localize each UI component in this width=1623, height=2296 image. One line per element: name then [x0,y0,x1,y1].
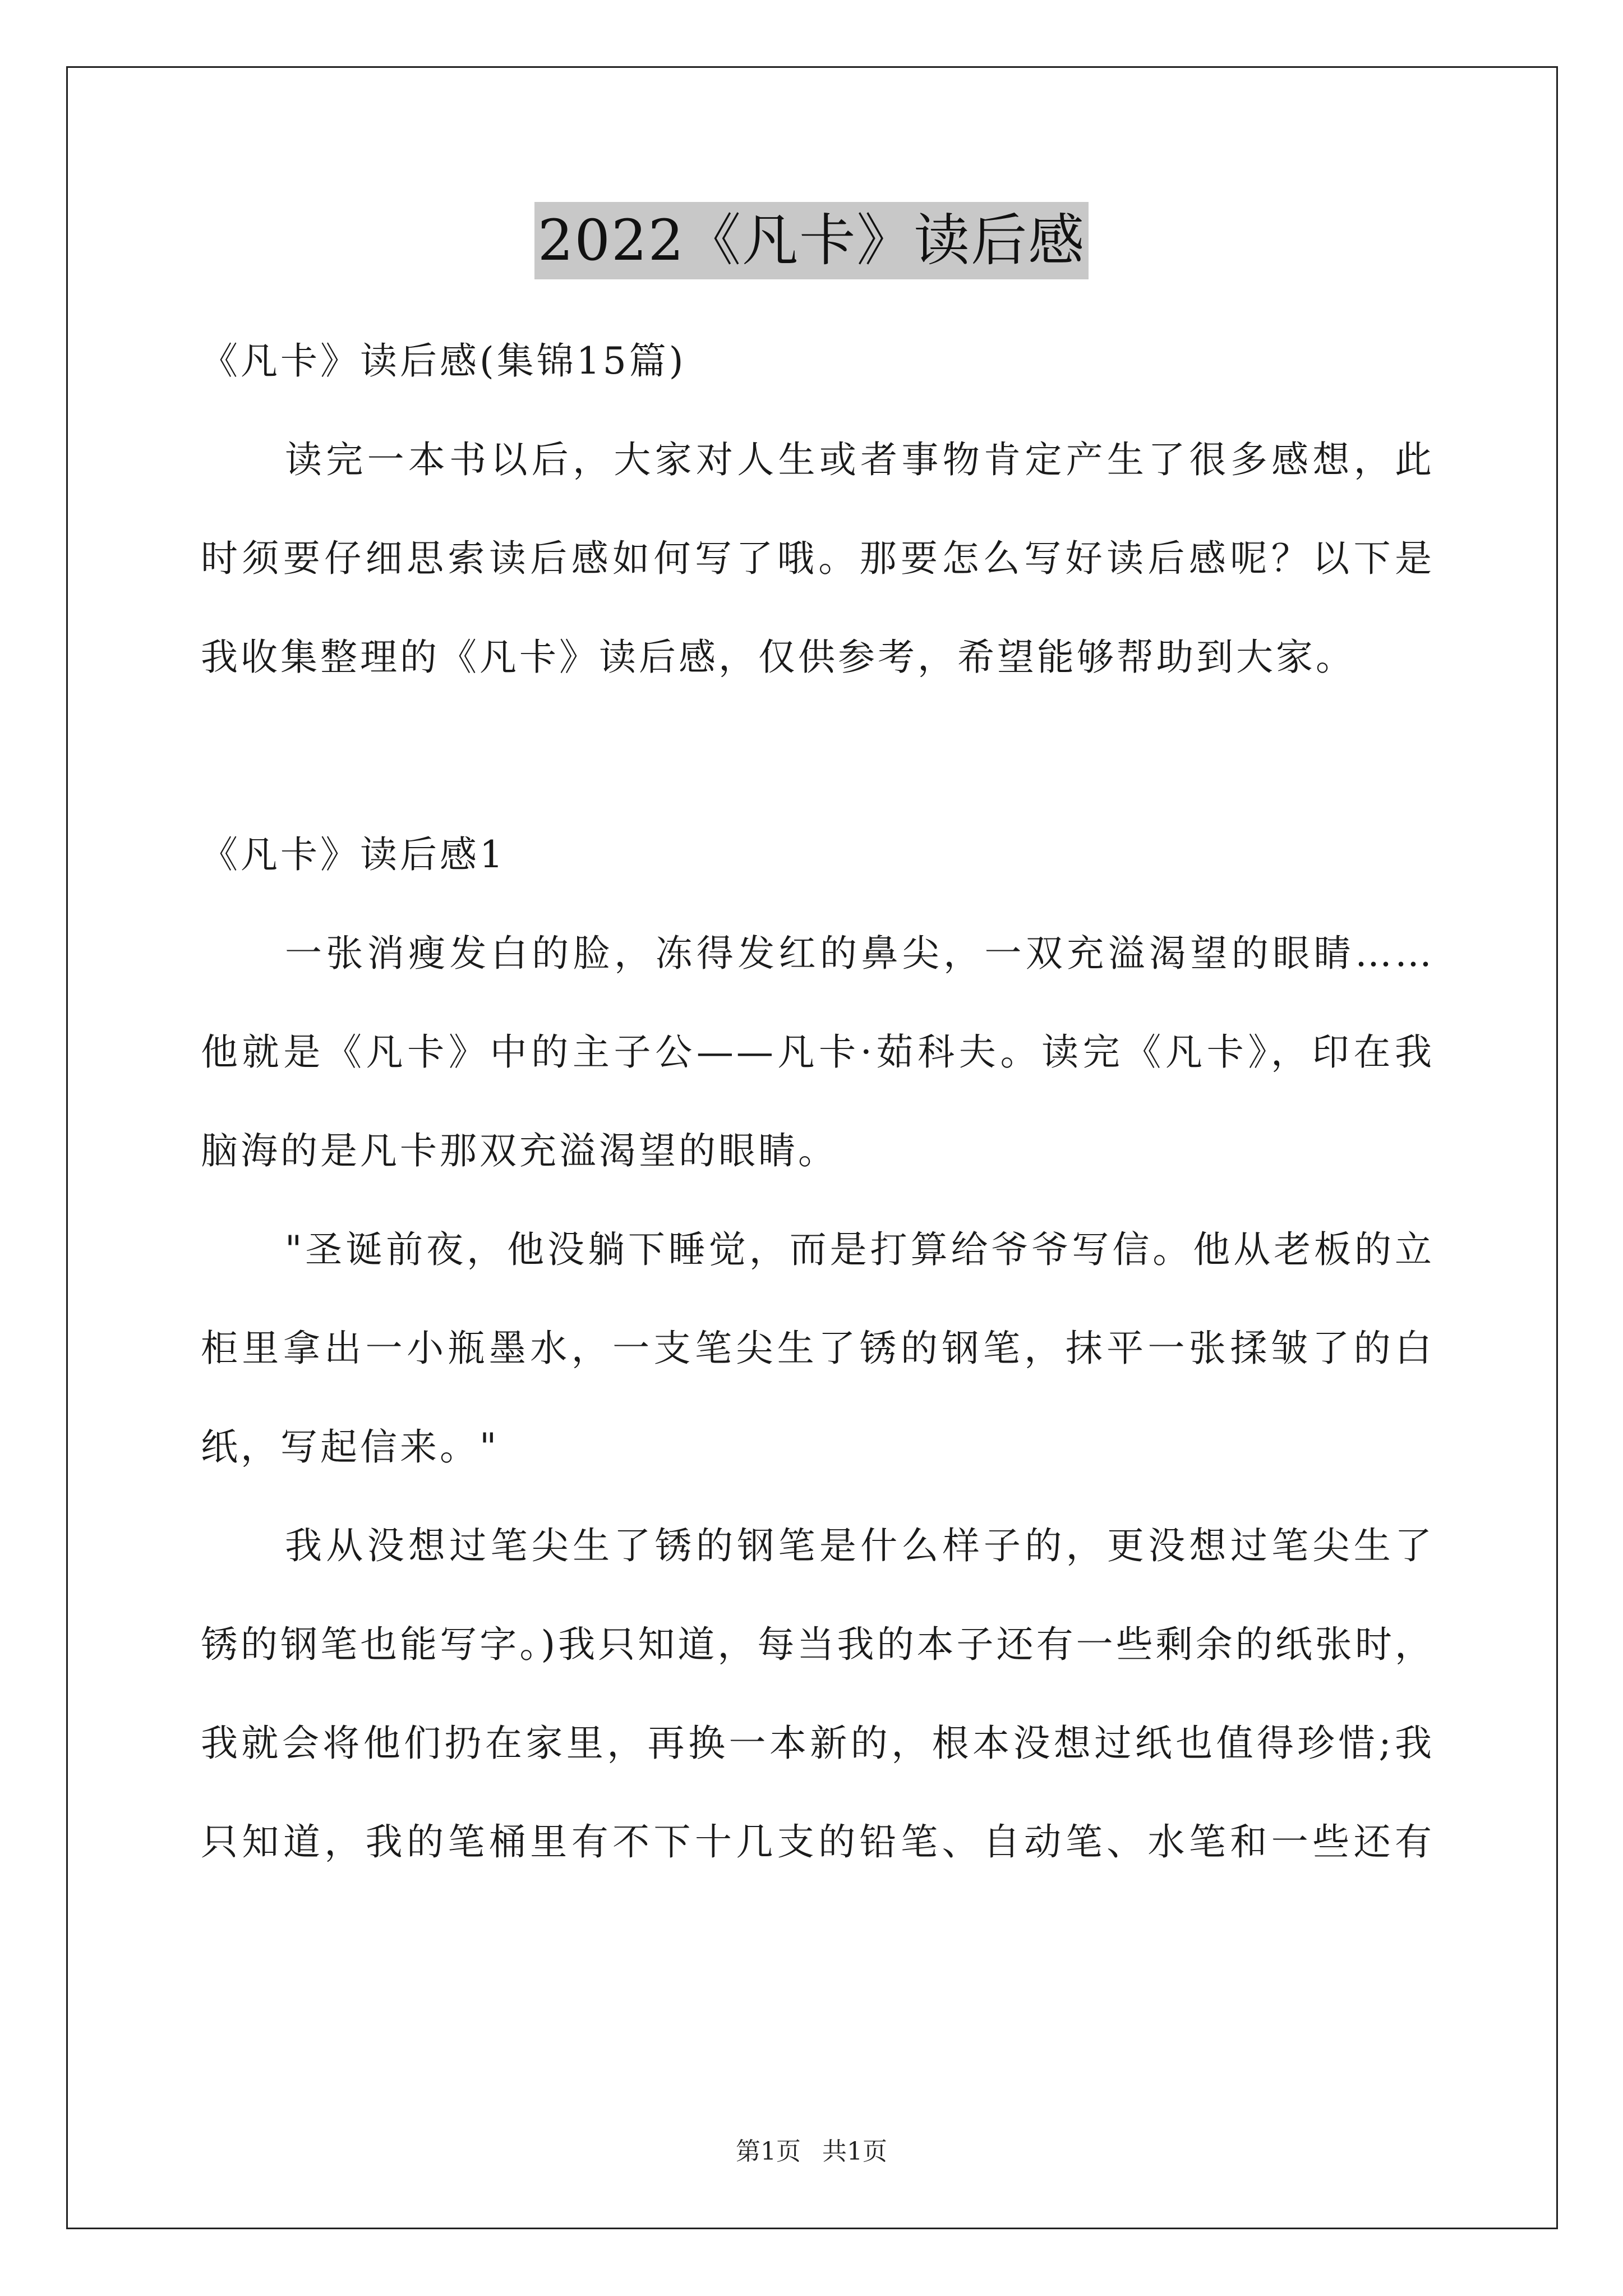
document-subtitle: 《凡卡》读后感(集锦15篇) [201,339,686,383]
paragraph-gap [201,707,1435,806]
paragraph-line: "圣诞前夜，他没躺下睡觉，而是打算给爷爷写信。他从老板的立 [285,1228,1435,1271]
intro-line: 读完一本书以后，大家对人生或者事物肯定产生了很多感想，此 [285,438,1435,481]
title-container [0,202,1623,279]
paragraph-line: 我从没想过笔尖生了锈的钢笔是什么样子的，更没想过笔尖生了 [285,1524,1435,1567]
paragraph-line: 一张消瘦发白的脸，冻得发红的鼻尖，一双充溢渴望的眼睛…… [285,932,1435,975]
document-title: 2022《凡卡》读后感 [534,202,1089,279]
paragraph-line: 纸，写起信来。" [201,1425,500,1469]
document-body [201,312,1435,1892]
paragraph-line: 只知道，我的笔桶里有不下十几支的铅笔、自动笔、水笔和一些还有 [201,1820,1435,1864]
page-number: 第1页 [736,2137,801,2166]
intro-line: 时须要仔细思索读后感如何写了哦。那要怎么写好读后感呢？以下是 [201,537,1435,580]
paragraph-line: 锈的钢笔也能写字。)我只知道，每当我的本子还有一些剩余的纸张时， [201,1623,1435,1666]
section-heading: 《凡卡》读后感1 [201,833,506,876]
paragraph-line: 柜里拿出一小瓶墨水，一支笔尖生了锈的钢笔，抹平一张揉皱了的白 [201,1327,1435,1370]
page-footer [0,2135,1623,2169]
paragraph-line: 脑海的是凡卡那双充溢渴望的眼睛。 [201,1129,838,1172]
intro-line: 我收集整理的《凡卡》读后感，仅供参考，希望能够帮助到大家。 [201,636,1355,679]
paragraph-line: 我就会将他们扔在家里，再换一本新的，根本没想过纸也值得珍惜;我 [201,1722,1435,1765]
page-total: 共1页 [822,2137,887,2166]
paragraph-line: 他就是《凡卡》中的主子公——凡卡·茹科夫。读完《凡卡》，印在我 [201,1030,1435,1074]
